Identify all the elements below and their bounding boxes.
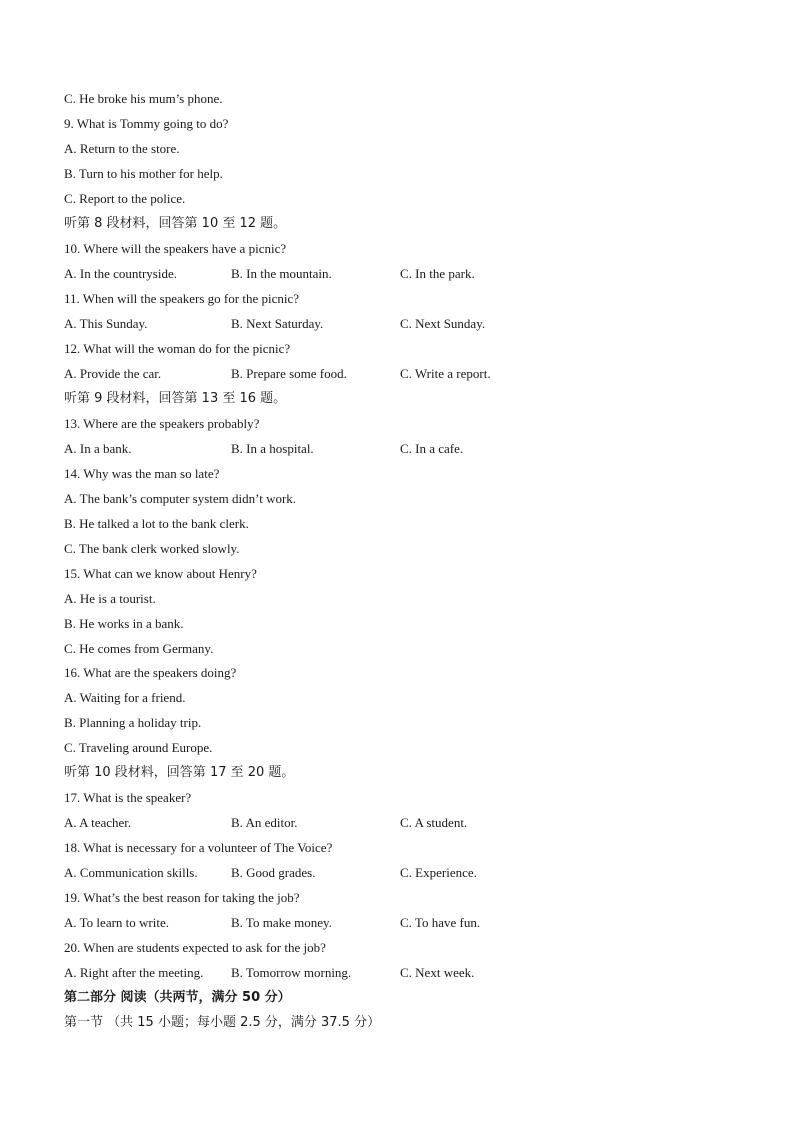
option-19a: A. To learn to write. <box>64 915 169 930</box>
question-16: 16. What are the speakers doing? <box>64 665 237 680</box>
option-10c: C. In the park. <box>400 266 475 281</box>
option-14c: C. The bank clerk worked slowly. <box>64 541 240 556</box>
option-20c: C. Next week. <box>400 965 475 980</box>
option-13b: B. In a hospital. <box>231 441 314 456</box>
question-19: 19. What’s the best reason for taking the job? <box>64 890 300 905</box>
question-10: 10. Where will the speakers have a picnic? <box>64 241 287 256</box>
option-15b: B. He works in a bank. <box>64 616 184 631</box>
option-9b: B. Turn to his mother for help. <box>64 166 223 181</box>
question-11: 11. When will the speakers go for the picnic? <box>64 291 300 306</box>
question-18: 18. What is necessary for a volunteer of The Voice? <box>64 840 333 855</box>
option-14a: A. The bank’s computer system didn’t work. <box>64 491 297 506</box>
question-9: 9. What is Tommy going to do? <box>64 116 229 131</box>
option-16c: C. Traveling around Europe. <box>64 740 213 755</box>
question-14: 14. Why was the man so late? <box>64 466 220 481</box>
instruction-passage-10: 听第 10 段材料，回答第 17 至 20 题。 <box>64 765 295 780</box>
option-19b: B. To make money. <box>231 915 332 930</box>
option-10a: A. In the countryside. <box>64 266 178 281</box>
option-12b: B. Prepare some food. <box>231 366 347 381</box>
option-13c: C. In a cafe. <box>400 441 464 456</box>
question-13: 13. Where are the speakers probably? <box>64 416 260 431</box>
option-17b: B. An editor. <box>231 815 298 830</box>
option-18b: B. Good grades. <box>231 865 316 880</box>
option-18a: A. Communication skills. <box>64 865 198 880</box>
option-9c: C. Report to the police. <box>64 191 186 206</box>
section-one-heading: 第一节 （共 15 小题；每小题 2.5 分，满分 37.5 分） <box>64 1015 381 1030</box>
option-15c: C. He comes from Germany. <box>64 641 214 656</box>
part-two-heading: 第二部分 阅读（共两节，满分 50 分） <box>64 990 291 1005</box>
instruction-passage-8: 听第 8 段材料，回答第 10 至 12 题。 <box>64 216 287 231</box>
option-12a: A. Provide the car. <box>64 366 162 381</box>
option-11a: A. This Sunday. <box>64 316 148 331</box>
option-12c: C. Write a report. <box>400 366 491 381</box>
question-12: 12. What will the woman do for the picnic? <box>64 341 291 356</box>
option-20b: B. Tomorrow morning. <box>231 965 352 980</box>
option-15a: A. He is a tourist. <box>64 591 156 606</box>
option-20a: A. Right after the meeting. <box>64 965 204 980</box>
option-9a: A. Return to the store. <box>64 141 180 156</box>
question-20: 20. When are students expected to ask for the job? <box>64 940 326 955</box>
option-14b: B. He talked a lot to the bank clerk. <box>64 516 249 531</box>
option-11c: C. Next Sunday. <box>400 316 486 331</box>
option-17a: A. A teacher. <box>64 815 132 830</box>
option-16b: B. Planning a holiday trip. <box>64 715 202 730</box>
option-10b: B. In the mountain. <box>231 266 332 281</box>
option-19c: C. To have fun. <box>400 915 481 930</box>
option-8c: C. He broke his mum’s phone. <box>64 91 223 106</box>
question-15: 15. What can we know about Henry? <box>64 566 257 581</box>
instruction-passage-9: 听第 9 段材料，回答第 13 至 16 题。 <box>64 391 287 406</box>
option-11b: B. Next Saturday. <box>231 316 324 331</box>
option-13a: A. In a bank. <box>64 441 132 456</box>
option-17c: C. A student. <box>400 815 468 830</box>
option-18c: C. Experience. <box>400 865 477 880</box>
question-17: 17. What is the speaker? <box>64 790 192 805</box>
option-16a: A. Waiting for a friend. <box>64 690 186 705</box>
